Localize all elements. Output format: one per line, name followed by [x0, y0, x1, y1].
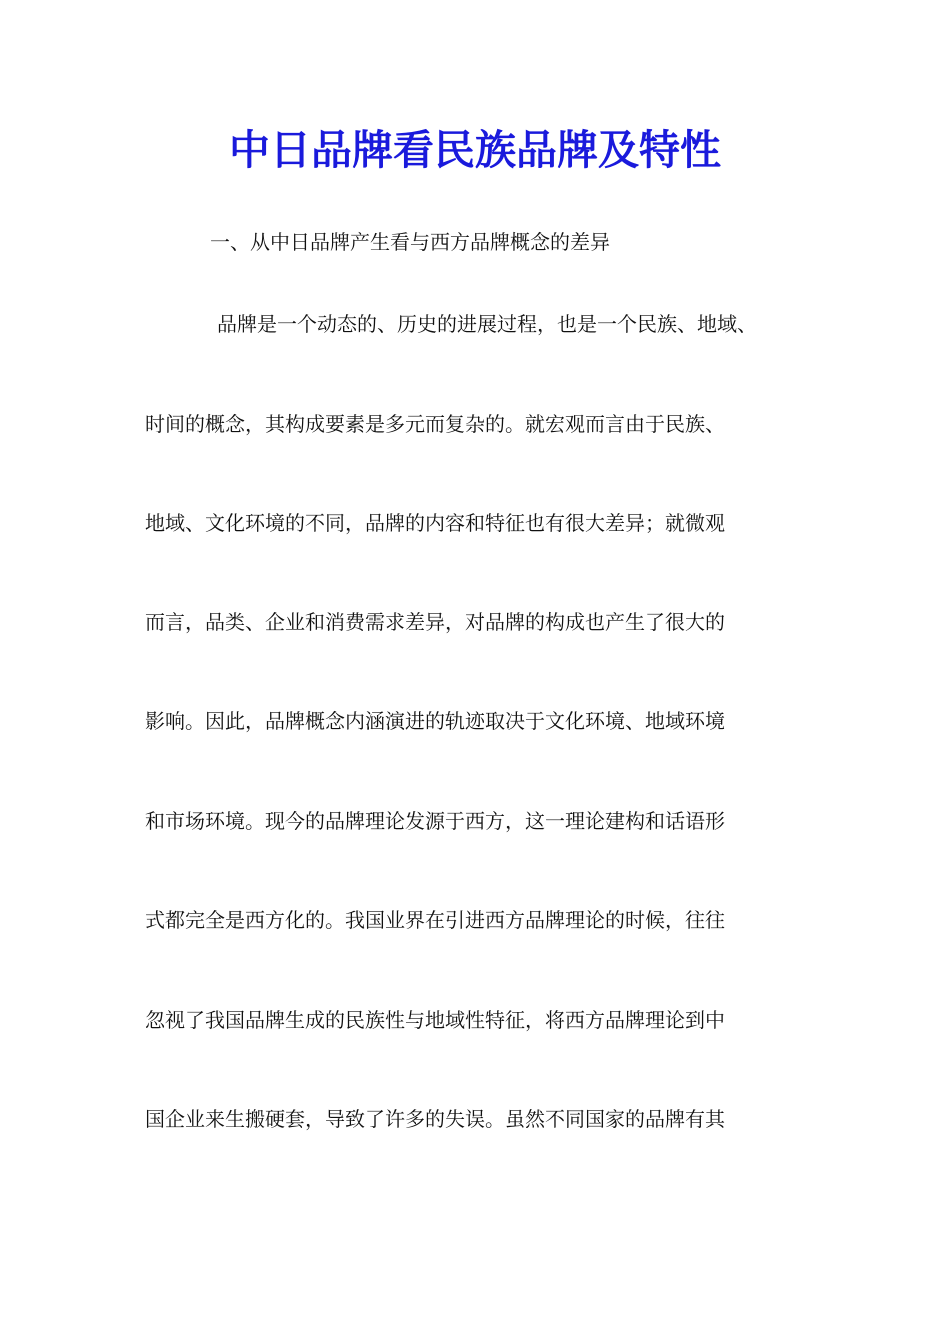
section-heading: 一、从中日品牌产生看与西方品牌概念的差异 — [210, 230, 610, 254]
paragraph-line-2: 时间的概念，其构成要素是多元而复杂的。就宏观而言由于民族、 — [145, 412, 725, 436]
paragraph-line-8: 忽视了我国品牌生成的民族性与地域性特征，将西方品牌理论到中 — [145, 1008, 725, 1032]
paragraph-line-1: 品牌是一个动态的、历史的进展过程，也是一个民族、地域、 — [217, 312, 757, 336]
paragraph-line-5: 影响。因此，品牌概念内涵演进的轨迹取决于文化环境、地域环境 — [145, 709, 725, 733]
paragraph-line-4: 而言，品类、企业和消费需求差异，对品牌的构成也产生了很大的 — [145, 610, 725, 634]
paragraph-line-6: 和市场环境。现今的品牌理论发源于西方，这一理论建构和话语形 — [145, 809, 725, 833]
paragraph-line-9: 国企业来生搬硬套，导致了许多的失误。虽然不同国家的品牌有其 — [145, 1107, 725, 1131]
document-title: 中日品牌看民族品牌及特性 — [229, 126, 721, 174]
paragraph-line-7: 式都完全是西方化的。我国业界在引进西方品牌理论的时候，往往 — [145, 908, 725, 932]
paragraph-line-3: 地域、文化环境的不同，品牌的内容和特征也有很大差异；就微观 — [145, 511, 725, 535]
